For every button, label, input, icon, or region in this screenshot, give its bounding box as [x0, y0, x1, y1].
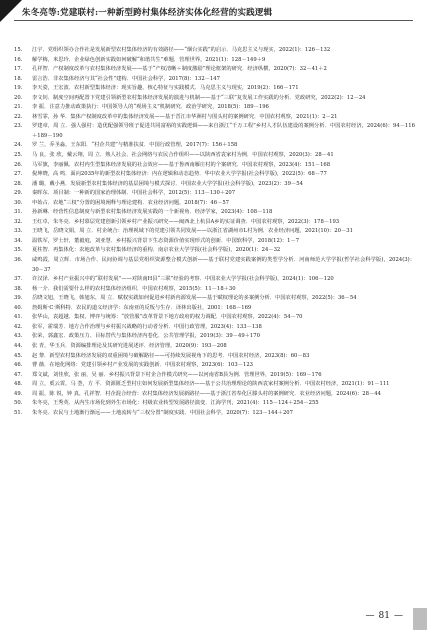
reference-text: 詹姆斯·C·斯科特．农民的道义经济学：东南亚的反叛与生存．译林出版社，2001：168－169 — [32, 304, 252, 311]
reference-item — [14, 227, 415, 237]
reference-text: 周 立，奚云霄，马 荟，方 平．资源匮乏型村庄如何发展新型集体经济——基于公共治理理论的陕西袁家村案例分析．中国农村经济，2021(1)：91－111 — [32, 381, 390, 388]
reference-number: 16. — [14, 56, 23, 63]
reference-text: 王晓飞，岳晓文娟，周 立．村企统合：治理视域下的党建引领共同发展——以浙江省湖州市L村为例．农业经济问题，2021(10)：20－31 — [32, 228, 353, 235]
reference-item — [14, 304, 415, 314]
reference-number: 15. — [14, 47, 23, 53]
reference-text: 周 振，陈 锐，钟 真，孔祥智．村企混合经营：农村集体经济发展新路径——基于浙江省奉化区滕头村的案例研究．农业经济问题，2024(6)：28－44 — [32, 390, 381, 397]
reference-item — [14, 218, 415, 228]
reference-text: 咸鸣霞，周立辉．市场合作、民间协调与基层党组织资源整合模式创新——基于联村党建实践案例的类型学分析．河南师范大学学报(哲学社会科学版)，2024(3)：30－37 — [32, 257, 415, 273]
reference-text: 雷言浩．非农集体经济与其“社会性”建构．中国社会科学，2017(8)：132－147 — [32, 75, 220, 82]
reference-item — [14, 113, 415, 123]
reference-number: 50. — [14, 400, 23, 407]
reference-number: 17. — [14, 66, 23, 73]
reference-number: 51. — [14, 409, 23, 416]
reference-number: 27. — [14, 171, 23, 178]
reference-number: 30. — [14, 199, 23, 206]
reference-number: 42. — [14, 323, 23, 330]
reference-number: 25. — [14, 152, 23, 159]
reference-text: 潘 璐，戴小燕．发展新型农村集体经济的基层困境与模式探讨．中国农业大学学报(社会科学版)，2023(2)：39－54 — [32, 180, 303, 187]
reference-item — [14, 180, 415, 190]
reference-item — [14, 141, 415, 151]
reference-item — [14, 75, 415, 85]
reference-item — [14, 46, 415, 56]
footer-tab — [413, 608, 427, 630]
reference-item — [14, 256, 415, 275]
reference-text: 李 振．注意力推动政策执行：中国领导人的“观场主义”机制研究．政治学研究，2018(5)：189－196 — [32, 104, 269, 111]
reference-number: 19. — [14, 85, 23, 92]
reference-item — [14, 122, 415, 141]
reference-item — [14, 275, 415, 285]
reference-number: 29. — [14, 190, 23, 197]
reference-text: 申始占．农地“三权”分置的困境阐释与理论建构．农业经济问题，2018(7)：46－57 — [32, 199, 230, 206]
reference-item — [14, 94, 415, 104]
reference-text: 孙新琳．经营性信息制度与新型农村集体经济发展实践的一个新视角．经济学家，2023(4)：108－118 — [32, 209, 273, 216]
reference-item — [14, 65, 415, 75]
reference-item — [14, 199, 415, 209]
reference-item — [14, 84, 415, 94]
reference-text: 马 良，张 欣，戴云翔，周 立．熟人社会、社会网络与农民合作组织——以陕西省袁家村为例．中国农村观察，2020(3)：28－41 — [32, 152, 334, 159]
running-head: 朱冬亮等:党建联村:一种新型跨村集体经济实体化经营的实践逻辑 — [22, 8, 273, 18]
reference-number: 35. — [14, 247, 23, 254]
reference-item — [14, 342, 415, 352]
reference-text: 罗 兰，乔圣淼，王东阳．“村企共建”与精准扶贫．中国行政管理，2017(7)：156＋158 — [32, 142, 238, 149]
reference-item — [14, 399, 415, 409]
reference-number: 38. — [14, 285, 23, 292]
reference-text: 赵 黎．新型农村集体经济发展的双重困境与破解路径——可持续发展视角下的思考．中国农村经济，2023(8)：60－83 — [32, 352, 310, 359]
reference-item — [14, 323, 415, 333]
reference-text: 张华山，袁超越．集权、博弈与统筹：“放管服”改革背景下地方政府的权力调配．中国农村观察，2022(4)：54－70 — [32, 314, 303, 321]
reference-item — [14, 151, 415, 161]
reference-number: 24. — [14, 142, 23, 149]
reference-text: 李文钊．制度空间再配置下党建引领新型农村集体经济发展的演进与机制——基于“三联”复发展工作实践的分析．党政研究，2022(2)：12－24 — [32, 94, 366, 101]
reference-number: 41. — [14, 314, 23, 321]
reference-number: 45. — [14, 352, 23, 359]
reference-item — [14, 170, 415, 180]
reference-number: 48. — [14, 381, 23, 388]
reference-item — [14, 371, 415, 381]
reference-text: 秦晖东．项目制：一种新的国家治理体制．中国社会科学，2012(5)：113－130＋207 — [32, 190, 236, 197]
reference-item — [14, 56, 415, 66]
reference-text: 李天姿，王宏波．农村新型集体经济：现实旨趣、核心特征与实践模式．马克思主义与现实，2019(2)：166－171 — [32, 85, 299, 92]
reference-number: 22. — [14, 113, 23, 120]
reference-number: 23. — [14, 123, 23, 130]
reference-text: 孔祥智．产权制度改革与农村集体经济发展——基于“产权清晰＋制度激励”理论框架的研究．经济纵横，2020(7)：32－41＋2 — [32, 66, 327, 73]
reference-item — [14, 380, 415, 390]
reference-text: 江宇．党组织领办合作社是发展新型农村集体经济的有效路径——“烟台实践”的启示．马克思主义与现实，2022(1)：126－132 — [32, 47, 331, 53]
reference-text: 朱冬亮．农民与土地渐行渐远——土地流转与“三权分置”制度实践．中国社会科学，2020(7)：123－144＋207 — [32, 409, 293, 416]
reference-text: 张 青，华玉兵．资源编排理论及其研究进展述评．经济管理，2020(9)：193－208 — [32, 342, 227, 349]
reference-text: 倪坤晓，高 鸣．面向2035年的新型农村集体经济：内在逻辑和动态趋势．华中农业大学学报(社会科学版)，2022(5)：68－77 — [32, 171, 327, 178]
page-footer: — 81 — — [365, 611, 403, 621]
reference-number: 18. — [14, 75, 23, 82]
reference-number: 33. — [14, 228, 23, 235]
reference-item — [14, 313, 415, 323]
reference-text: 许汉泽．乡村产业振兴中的“联村发展”——对陕南H县“三联”经验的考察．中国农业大学学报(社会科学版)，2024(1)：106－120 — [32, 276, 334, 283]
reference-text: 曹 薇．在地化网络：党建引领乡村产业发展的实践创新．中国农村观察，2023(6)：103－123 — [32, 362, 254, 369]
reference-item — [14, 390, 415, 400]
reference-item — [14, 237, 415, 247]
reference-number: 36. — [14, 257, 23, 264]
reference-item — [14, 352, 415, 362]
reference-text: 夏柱智．再集体化：农地改革与农村集体经济的重构．南京农业大学学报(社会科学版)，2020(1)：24－32 — [32, 247, 281, 254]
reference-number: 32. — [14, 218, 23, 225]
reference-text: 罗建章，周 立．强人强村：造优配强领导班子促进共同富裕的实践逻辑——来自浙江“千万工程”乡村人才队伍建设的案例分析．中国农村经济，2024(6)：94－116＋189－190 — [32, 123, 415, 139]
reference-text: 郑文斌，刘佳欣，张 丽，吴 丽．乡村振兴背景下村企合作模式研究——以河南省B县为例．管理世界，2019(5)：169－176 — [32, 371, 322, 378]
reference-text: 解学梅，米思玲．企业绿色创新实践如何破解“和谐共生”难题．管理世界，2021(1)：128－149＋9 — [32, 56, 266, 63]
reference-text: 张荣，郭鑫宏．政策压力、目标替代与集体经济内卷化．公共管理学报，2019(3)：39－49＋170 — [32, 333, 260, 340]
reference-number: 46. — [14, 362, 23, 369]
reference-text: 朱冬亮，王秀英．从内生市场化到外生市场化：村级农业转型发展路径演变．江海学刊，2021(4)：115－124＋254－255 — [32, 400, 319, 407]
reference-number: 47. — [14, 371, 23, 378]
reference-number: 21. — [14, 104, 23, 111]
corner-mark — [0, 0, 22, 22]
reference-number: 31. — [14, 209, 23, 216]
reference-item — [14, 246, 415, 256]
page-number: 81 — [378, 611, 390, 621]
reference-item — [14, 161, 415, 171]
reference-item — [14, 208, 415, 218]
reference-item — [14, 285, 415, 295]
reference-number: 40. — [14, 304, 23, 311]
reference-list — [14, 46, 415, 418]
reference-text: 张军，霍瑞芳．地方合作治理与乡村振兴战略的行动者分析．中国行政管理，2023(4)：133－138 — [32, 323, 262, 330]
reference-number: 43. — [14, 333, 23, 340]
reference-item — [14, 189, 415, 199]
reference-text: 杨一介．我们需要什么样的农村集体经济组织．中国农村观察，2015(5)：11－18＋30 — [32, 285, 236, 292]
reference-text: 林雪霏，孙 华．集体产权制度改革中的集体经济发展——基于晋江市华洲村与围头村的案例研究．中国农村观察，2021(1)：2－21 — [32, 113, 338, 120]
reference-item — [14, 361, 415, 371]
reference-number: 26. — [14, 161, 23, 168]
reference-item — [14, 409, 415, 419]
reference-item — [14, 332, 415, 342]
reference-number: 28. — [14, 180, 23, 187]
reference-number: 20. — [14, 94, 23, 101]
reference-text: 马军旗，李丽佩．农村内生型集体经济发展的社会效应——基于鲁西南雁庄村的个案研究．中国农村观察，2023(4)：151－168 — [32, 161, 331, 168]
reference-number: 34. — [14, 237, 23, 244]
reference-number: 39. — [14, 295, 23, 302]
header-rule — [14, 20, 413, 21]
reference-text: 王红卓，朱冬亮．乡村慕层党建创新引领乡村产业振兴研究——闽西北上杭县A乡的实证调查．中国农村观察，2022(3)：178－193 — [32, 218, 340, 225]
reference-number: 37. — [14, 276, 23, 283]
reference-number: 49. — [14, 390, 23, 397]
reference-text: 岳晓文旭，王晓飞，韩旭东，周 立．赋权实践如何促进乡村新内源发展——基于赋权理论的多案例分析．中国农村观察，2022(5)：36－54 — [32, 295, 357, 302]
reference-item — [14, 103, 415, 113]
reference-text: 温铁军，罗士轩，董毅庭，刘亚慧．乡村振兴背景下生态资源价值实现形式的创新．中国软科学，2018(12)：1－7 — [32, 237, 300, 244]
reference-number: 44. — [14, 342, 23, 349]
reference-item — [14, 294, 415, 304]
